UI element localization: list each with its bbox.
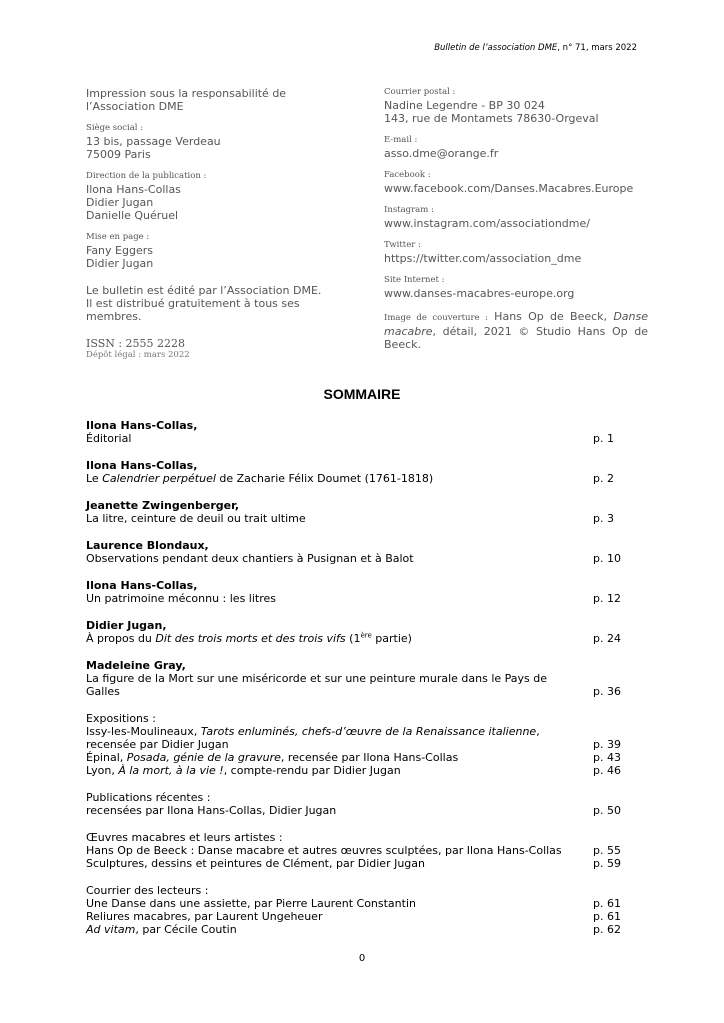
toc-author: Jeanette Zwingenberger, bbox=[86, 499, 240, 512]
toc-title: Hans Op de Beeck : Danse macabre et autres œuvres sculptées, par Ilona Hans-Collas bbox=[86, 844, 562, 857]
toc-entry bbox=[86, 539, 646, 565]
toc-page: p. 46 bbox=[593, 764, 621, 777]
direction-name: Danielle Quéruel bbox=[86, 209, 179, 222]
direction-name: Ilona Hans-Collas bbox=[86, 183, 181, 196]
toc-section-heading: Expositions : bbox=[86, 712, 156, 725]
page-number: 0 bbox=[358, 953, 366, 964]
toc-section-courrier bbox=[86, 884, 646, 936]
facebook-label: Facebook : bbox=[384, 170, 431, 180]
direction-block bbox=[86, 171, 336, 222]
toc-title: Lyon, À la mort, à la vie !, compte-rendu par Didier Jugan bbox=[86, 764, 401, 777]
cover-artwork-title: Danse macabre bbox=[384, 310, 648, 338]
responsibility-line: Impression sous la responsabilité de bbox=[86, 87, 287, 100]
toc-author: Didier Jugan, bbox=[86, 619, 167, 632]
responsibility-line: l’Association DME bbox=[86, 100, 184, 113]
email-label: E-mail : bbox=[384, 135, 418, 145]
toc-title: Observations pendant deux chantiers à Pusignan et à Balot bbox=[86, 552, 414, 565]
toc-title: La figure de la Mort sur une miséricorde et sur une peinture murale dans le Pays de bbox=[86, 672, 548, 685]
legal-deposit: Dépôt légal : mars 2022 bbox=[86, 350, 190, 360]
toc-page: p. 61 bbox=[593, 910, 621, 923]
cover-label: Image de couverture : bbox=[384, 313, 488, 323]
toc-title: À propos du Dit des trois morts et des trois vifs (1ère partie) bbox=[86, 631, 412, 645]
toc-author: Madeleine Gray, bbox=[86, 659, 186, 672]
facebook-link[interactable]: www.facebook.com/Danses.Macabres.Europe bbox=[384, 182, 634, 195]
toc-title: La litre, ceinture de deuil ou trait ultime bbox=[86, 512, 306, 525]
toc-section-heading: Publications récentes : bbox=[86, 791, 211, 804]
toc-title: Épinal, Posada, génie de la gravure, recensée par Ilona Hans-Collas bbox=[86, 751, 459, 764]
layout-name: Didier Jugan bbox=[86, 257, 154, 270]
cover-credit bbox=[384, 310, 648, 351]
toc-page: p. 43 bbox=[593, 751, 621, 764]
siege-label: Siège social : bbox=[86, 123, 144, 133]
toc-page: p. 55 bbox=[593, 844, 621, 857]
toc-author: Ilona Hans-Collas, bbox=[86, 419, 198, 432]
toc-author: Ilona Hans-Collas, bbox=[86, 459, 198, 472]
postal-block bbox=[384, 87, 648, 125]
twitter-link[interactable]: https://twitter.com/association_dme bbox=[384, 252, 582, 265]
toc-title: Un patrimoine méconnu : les litres bbox=[86, 592, 277, 605]
toc-section-publications bbox=[86, 791, 646, 817]
toc-page: p. 3 bbox=[593, 512, 614, 525]
website-link[interactable]: www.danses-macabres-europe.org bbox=[384, 287, 575, 300]
distribution-line: Le bulletin est édité par l’Association DME. bbox=[86, 284, 322, 297]
imprint-right-column bbox=[384, 87, 648, 351]
issue-info: , n° 71, mars 2022 bbox=[557, 43, 637, 53]
layout-name: Fany Eggers bbox=[86, 244, 153, 257]
toc-title: recensée par Didier Jugan bbox=[86, 738, 229, 751]
toc-author: Ilona Hans-Collas, bbox=[86, 579, 198, 592]
toc-page: p. 1 bbox=[593, 432, 614, 445]
instagram-link[interactable]: www.instagram.com/associationdme/ bbox=[384, 217, 590, 230]
imprint-left-column bbox=[86, 87, 336, 361]
toc-title: recensées par Ilona Hans-Collas, Didier Jugan bbox=[86, 804, 337, 817]
toc-title: Issy-les-Moulineaux, Tarots enluminés, chefs-d’œuvre de la Renaissance italienne, bbox=[86, 725, 540, 738]
toc-section-heading: Œuvres macabres et leurs artistes : bbox=[86, 831, 283, 844]
issn-block bbox=[86, 337, 336, 361]
toc-title: Sculptures, dessins et peintures de Clément, par Didier Jugan bbox=[86, 857, 425, 870]
instagram-label: Instagram : bbox=[384, 205, 434, 215]
toc-entry bbox=[86, 619, 646, 645]
toc-page: p. 24 bbox=[593, 632, 621, 645]
toc-entry bbox=[86, 459, 646, 485]
toc-section-heading: Courrier des lecteurs : bbox=[86, 884, 209, 897]
siege-block bbox=[86, 123, 336, 161]
toc-page: p. 50 bbox=[593, 804, 621, 817]
toc-author: Laurence Blondaux, bbox=[86, 539, 209, 552]
website-label: Site Internet : bbox=[384, 275, 445, 285]
toc-title: Éditorial bbox=[86, 432, 132, 445]
postal-label: Courrier postal : bbox=[384, 87, 456, 97]
twitter-label: Twitter : bbox=[384, 240, 421, 250]
toc-entry bbox=[86, 659, 646, 698]
distribution-line: Il est distribué gratuitement à tous ses bbox=[86, 297, 300, 310]
toc-entry bbox=[86, 579, 646, 605]
distribution-block bbox=[86, 284, 336, 323]
bulletin-name: Bulletin de l’association DME bbox=[434, 43, 558, 53]
toc-entry bbox=[86, 499, 646, 525]
responsibility-block bbox=[86, 87, 336, 113]
toc-title: Galles bbox=[86, 685, 120, 698]
postal-line: Nadine Legendre - BP 30 024 bbox=[384, 99, 545, 112]
toc-page: p. 36 bbox=[593, 685, 621, 698]
postal-line: 143, rue de Montamets 78630-Orgeval bbox=[384, 112, 599, 125]
instagram-block bbox=[384, 205, 648, 230]
sommaire-title: SOMMAIRE bbox=[323, 386, 401, 402]
toc-title: Reliures macabres, par Laurent Ungeheuer bbox=[86, 910, 323, 923]
direction-name: Didier Jugan bbox=[86, 196, 154, 209]
email-link[interactable]: asso.dme@orange.fr bbox=[384, 147, 499, 160]
website-block bbox=[384, 275, 648, 300]
cover-text: Hans Op de Beeck, bbox=[487, 310, 614, 323]
table-of-contents bbox=[86, 419, 646, 950]
toc-page: p. 62 bbox=[593, 923, 621, 936]
toc-section-expositions bbox=[86, 712, 646, 777]
toc-page: p. 59 bbox=[593, 857, 621, 870]
toc-page: p. 61 bbox=[593, 897, 621, 910]
layout-credit-block bbox=[86, 232, 336, 270]
siege-city: 75009 Paris bbox=[86, 148, 151, 161]
email-block bbox=[384, 135, 648, 160]
siege-address: 13 bis, passage Verdeau bbox=[86, 135, 221, 148]
toc-title: Une Danse dans une assiette, par Pierre Laurent Constantin bbox=[86, 897, 416, 910]
toc-page: p. 2 bbox=[593, 472, 614, 485]
toc-title: Le Calendrier perpétuel de Zacharie Félix Doumet (1761-1818) bbox=[86, 472, 434, 485]
toc-page: p. 12 bbox=[593, 592, 621, 605]
distribution-line: membres. bbox=[86, 310, 142, 323]
toc-section-oeuvres bbox=[86, 831, 646, 870]
toc-page: p. 39 bbox=[593, 738, 621, 751]
toc-page: p. 10 bbox=[593, 552, 621, 565]
issn: ISSN : 2555 2228 bbox=[86, 337, 186, 350]
facebook-block bbox=[384, 170, 648, 195]
running-header bbox=[434, 43, 637, 53]
twitter-block bbox=[384, 240, 648, 265]
cover-text: , détail, 2021 © Studio Hans Op de Beeck. bbox=[384, 325, 648, 351]
toc-entry bbox=[86, 419, 646, 445]
direction-label: Direction de la publication : bbox=[86, 171, 207, 181]
toc-title: Ad vitam, par Cécile Coutin bbox=[86, 923, 237, 936]
layout-label: Mise en page : bbox=[86, 232, 150, 242]
